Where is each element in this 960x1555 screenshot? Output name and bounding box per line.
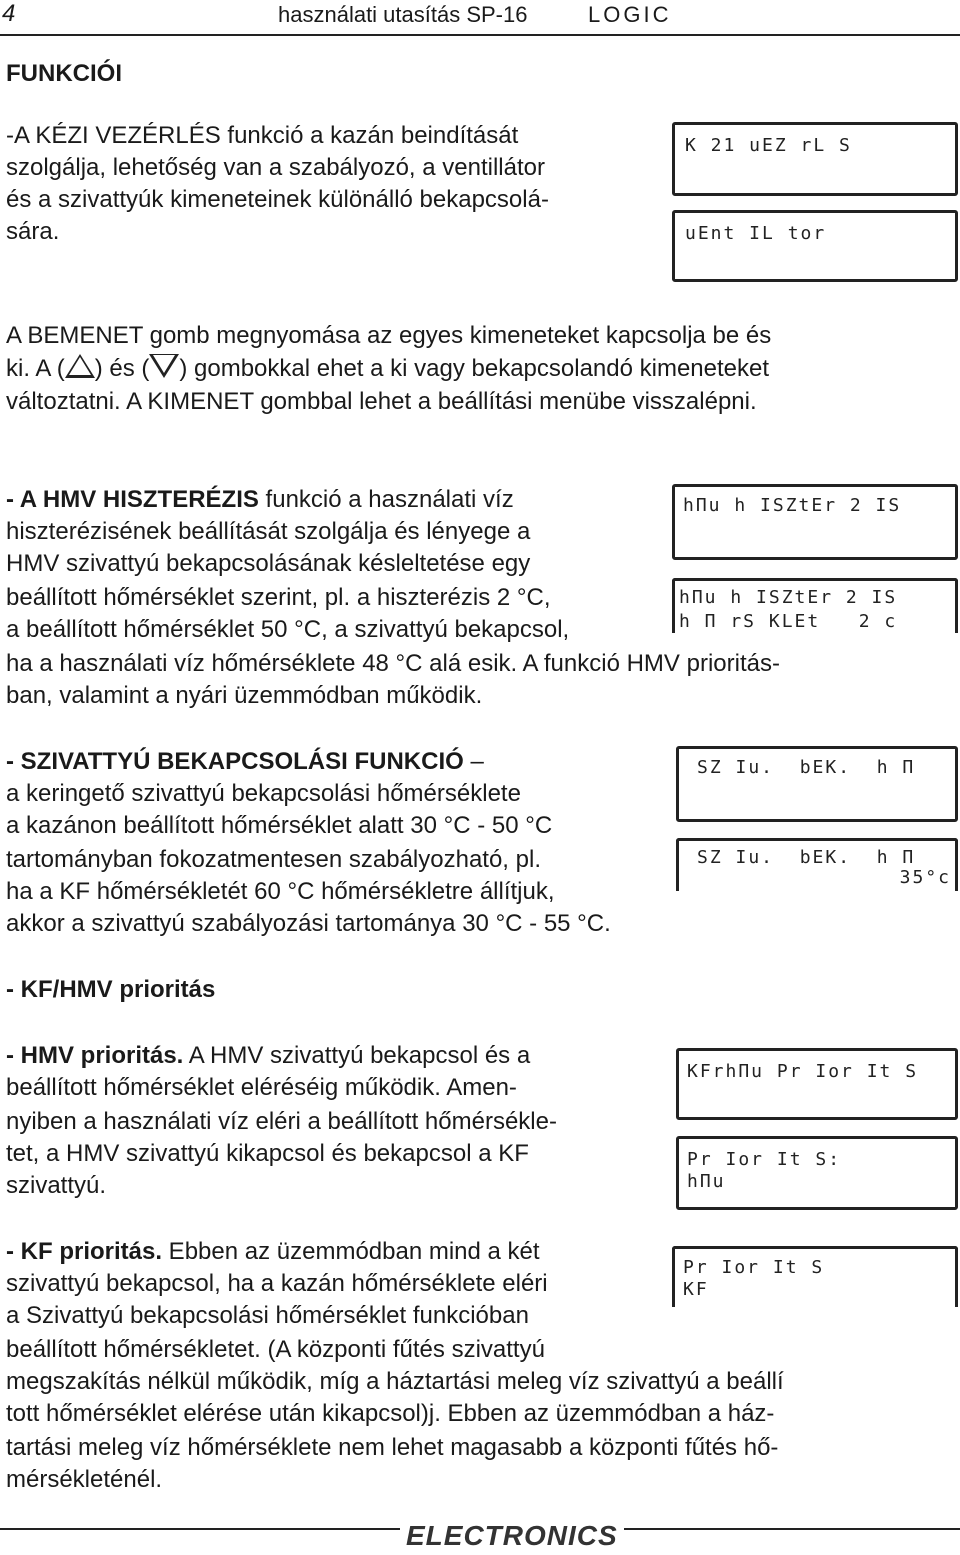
hmv-prioritas-line-1	[6, 1040, 530, 1072]
lcd-text-line-2: KF	[683, 1279, 709, 1300]
szivattyu-line-6: akkor a szivattyú szabályozási tartománya 30 °C - 55 °C.	[6, 910, 611, 937]
hmv-hiszterezis-line-1	[6, 484, 514, 516]
szivattyu-dash: –	[463, 748, 484, 775]
kf-prioritas-line-8: mérsékleténél.	[6, 1466, 163, 1493]
kezi-line-1: -A KÉZI VEZÉRLÉS funkció a kazán beindítását	[6, 122, 519, 149]
lcd-text-line-1: hΠu h ISZtEr 2 IS	[679, 587, 898, 608]
kf-prioritas-text: Ebben az üzemmódban mind a két	[162, 1238, 540, 1265]
szivattyu-heading: - SZIVATTYÚ BEKAPCSOLÁSI FUNKCIÓ	[6, 748, 464, 775]
lcd-szivattyu-bekapcsolas	[676, 746, 958, 822]
hmv-prioritas-line-2: beállított hőmérséklet eléréséig működik. Amen-	[6, 1074, 517, 1101]
kf-prioritas-line-4: beállított hőmérsékletet. (A központi fűtés szivattyú	[6, 1336, 545, 1363]
lcd-hmv-hiszterezis	[672, 484, 958, 560]
lcd-kezi-vezerles	[672, 122, 958, 196]
hmv-hiszterezis-line-3: HMV szivattyú bekapcsolásának késleltetése egy	[6, 550, 531, 577]
kf-prioritas-line-6: tott hőmérséklet elérése után kikapcsol)j. Ebben az üzemmódban a ház-	[6, 1400, 775, 1427]
hmv-prioritas-line-4: tet, a HMV szivattyú kikapcsol és bekapcsol a KF	[6, 1140, 529, 1167]
lcd-text-line-2: 35°c	[899, 867, 951, 888]
szivattyu-line-3: a kazánon beállított hőmérséklet alatt 30 °C - 50 °C	[6, 812, 553, 839]
hmv-prioritas-line-3: nyiben a használati víz eléri a beállított hőmérsékle-	[6, 1108, 557, 1135]
lcd-text: uEnt IL tor	[685, 223, 827, 244]
hmv-prioritas-line-5: szivattyú.	[6, 1172, 107, 1199]
hmv-hiszterezis-line-7: ban, valamint a nyári üzemmódban működik.	[6, 682, 483, 709]
szivattyu-line-2: a keringető szivattyú bekapcsolási hőmérséklete	[6, 780, 521, 807]
hmv-hiszterezis-text: funkció a használati víz	[258, 486, 514, 513]
lcd-prioritas-hmv	[676, 1136, 958, 1210]
lcd-text-line-1: SZ Iu. bEK. h Π	[697, 847, 916, 868]
kezi-line-2: szolgálja, lehetőség van a szabályozó, a ventillátor	[6, 154, 545, 181]
szivattyu-line-1	[6, 746, 484, 778]
hmv-hiszterezis-heading: - A HMV HISZTERÉZIS	[6, 486, 259, 513]
hmv-hiszterezis-line-6: ha a használati víz hőmérséklete 48 °C alá esik. A funkció HMV prioritás-	[6, 650, 780, 677]
lcd-text: SZ Iu. bEK. h Π	[697, 757, 916, 778]
lcd-szivattyu-value	[676, 838, 958, 891]
electronics-logo: ELECTRONICS	[400, 1520, 624, 1552]
lcd-kf-hmv-prioritas	[676, 1048, 958, 1120]
up-arrow-icon	[65, 354, 95, 378]
hmv-prioritas-heading: - HMV prioritás.	[6, 1042, 184, 1069]
szivattyu-line-5: ha a KF hőmérsékletét 60 °C hőmérsékletre állítjuk,	[6, 878, 555, 905]
bemenet-line-3: változtatni. A KIMENET gombbal lehet a beállítási menübe visszalépni.	[6, 388, 757, 415]
hmv-hiszterezis-line-5: a beállított hőmérséklet 50 °C, a szivattyú bekapcsol,	[6, 616, 570, 643]
document-title: használati utasítás SP-16	[278, 2, 528, 27]
lcd-text-line-1: Pr Ior It S:	[687, 1149, 842, 1170]
kf-hmv-heading: - KF/HMV prioritás	[6, 976, 216, 1003]
page-number: 4	[2, 0, 16, 27]
hmv-prioritas-text: A HMV szivattyú bekapcsol és a	[183, 1042, 531, 1069]
bemenet-text-c: ) gombokkal ehet a ki vagy bekapcsolandó kimeneteket	[179, 355, 770, 382]
lcd-ventillator	[672, 210, 958, 282]
lcd-text: hΠu h ISZtEr 2 IS	[683, 495, 902, 516]
bemenet-line-2	[6, 352, 769, 385]
kezi-line-3: és a szivattyúk kimeneteinek különálló bekapcsolá-	[6, 186, 549, 213]
bemenet-text-a: ki. A (	[6, 355, 65, 382]
bemenet-text-b: ) és (	[94, 355, 150, 382]
lcd-text-line-2: h Π rS KLEt 2 c	[679, 611, 898, 632]
kezi-line-4: sára.	[6, 218, 60, 245]
kf-prioritas-line-1	[6, 1236, 540, 1268]
lcd-hmv-hiszterezis-value	[672, 578, 958, 633]
kf-prioritas-line-5: megszakítás nélkül működik, míg a háztartási meleg víz szivattyú a beállí	[6, 1368, 784, 1395]
szivattyu-line-4: tartományban fokozatmentesen szabályozható, pl.	[6, 846, 541, 873]
section-title: FUNKCIÓI	[6, 60, 122, 87]
down-arrow-icon	[149, 354, 179, 378]
logic-logo: LOGIC	[588, 2, 672, 27]
lcd-text: K 21 uEZ rL S	[685, 135, 852, 156]
hmv-hiszterezis-line-2: hiszterézisének beállítását szolgálja és lényege a	[6, 518, 531, 545]
lcd-text: KFrhΠu Pr Ior It S	[687, 1061, 919, 1082]
lcd-text-line-2: hΠu	[687, 1171, 726, 1192]
hmv-hiszterezis-line-4: beállított hőmérséklet szerint, pl. a hiszterézis 2 °C,	[6, 584, 551, 611]
kf-prioritas-line-3: a Szivattyú bekapcsolási hőmérséklet funkcióban	[6, 1302, 529, 1329]
lcd-prioritas-kf	[672, 1246, 958, 1307]
bemenet-line-1: A BEMENET gomb megnyomása az egyes kimeneteket kapcsolja be és	[6, 322, 772, 349]
kf-prioritas-line-7: tartási meleg víz hőmérséklete nem lehet magasabb a központi fűtés hő-	[6, 1434, 779, 1461]
kf-prioritas-heading: - KF prioritás.	[6, 1238, 163, 1265]
header-divider	[0, 34, 960, 36]
kf-prioritas-line-2: szivattyú bekapcsol, ha a kazán hőmérséklete eléri	[6, 1270, 548, 1297]
lcd-text-line-1: Pr Ior It S	[683, 1257, 825, 1278]
